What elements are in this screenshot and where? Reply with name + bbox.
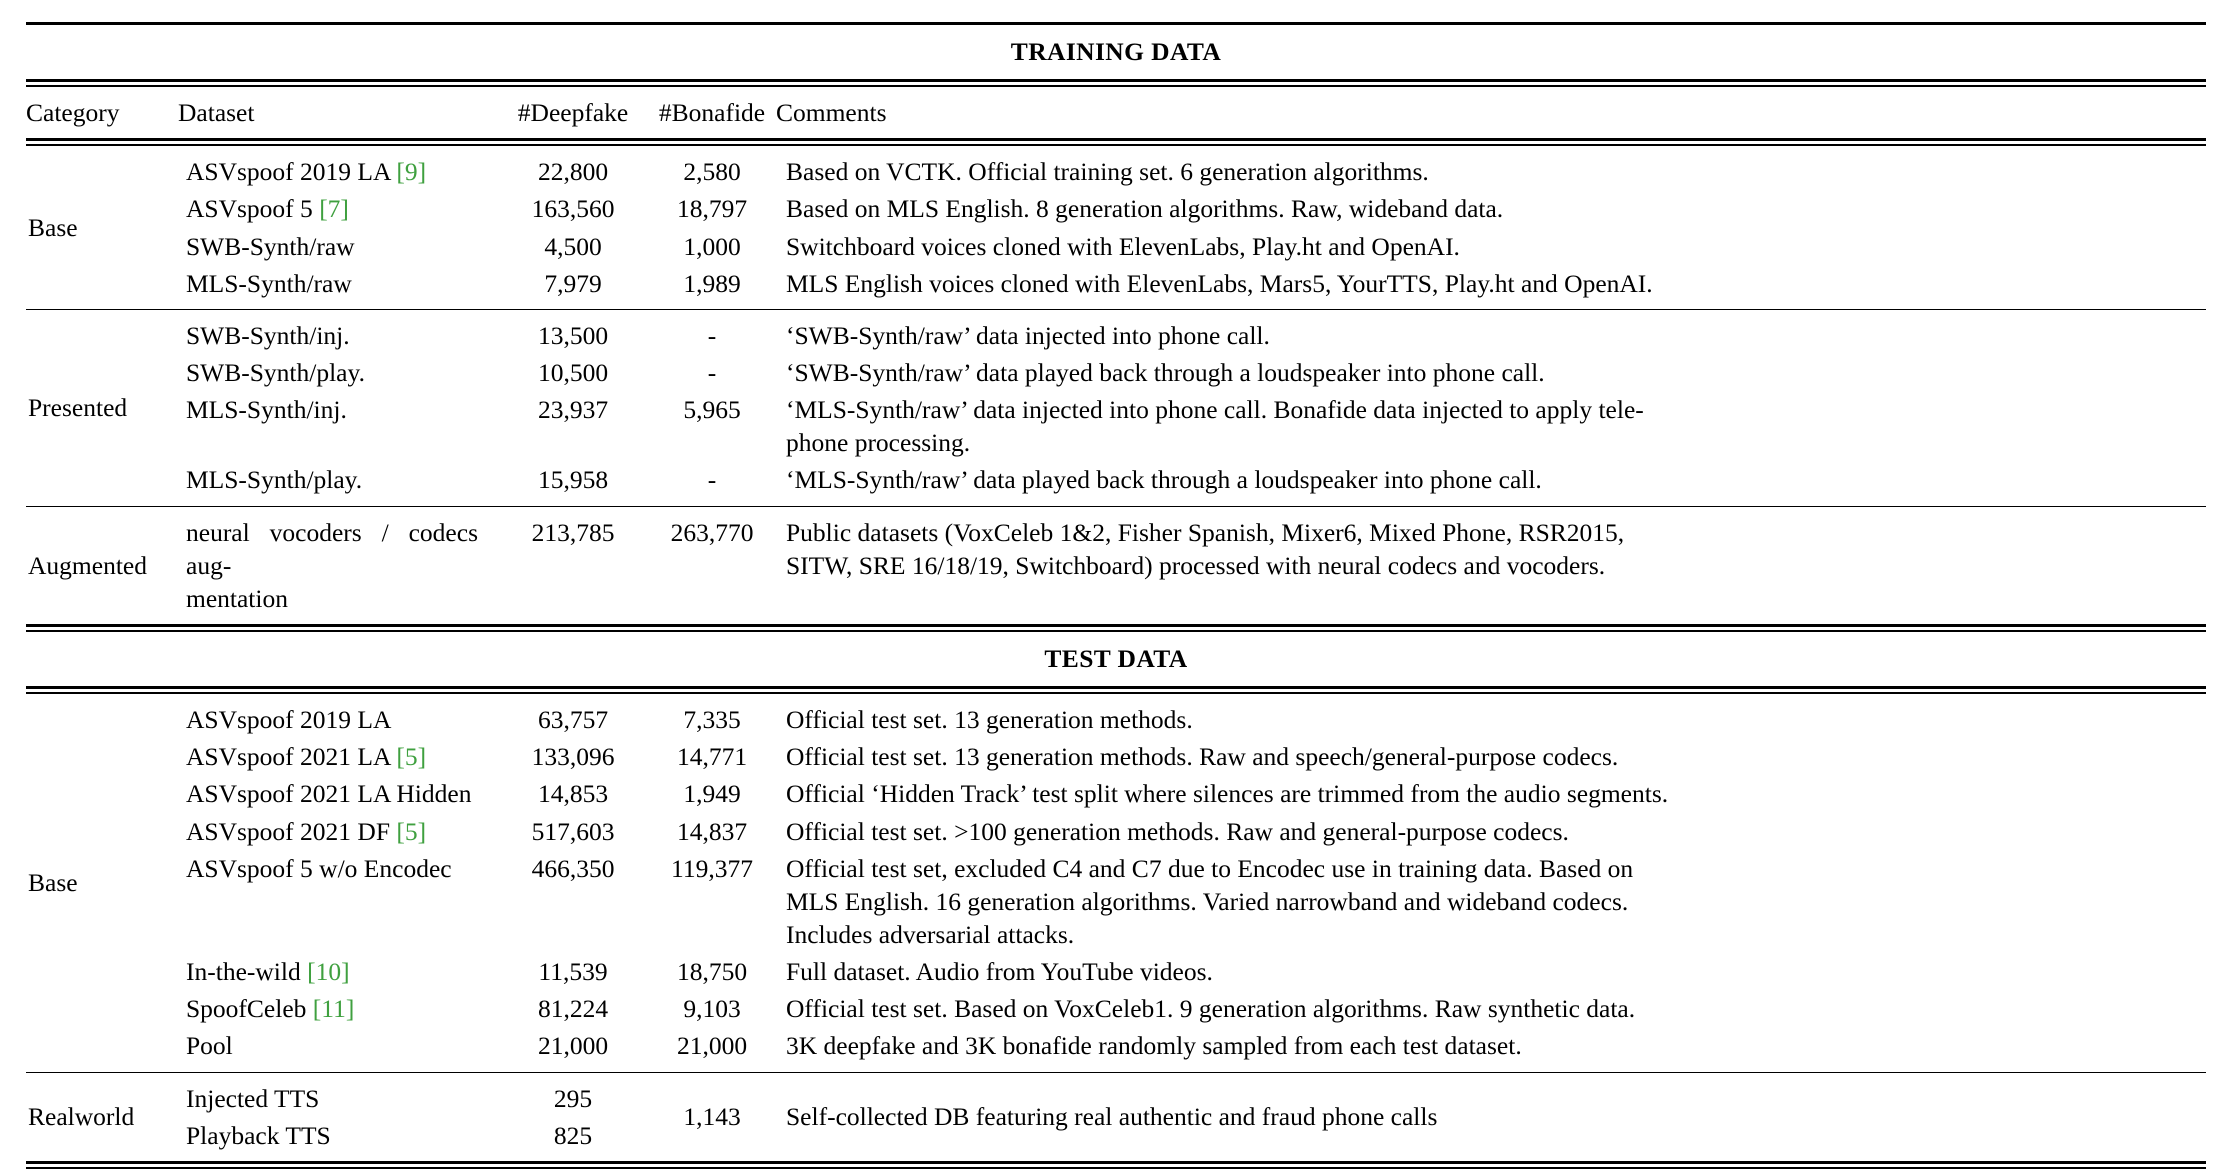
comments-cell [776, 850, 2206, 953]
deepfake-count: 4,500 [544, 231, 602, 261]
table-row [26, 850, 2206, 953]
table-row [26, 813, 2206, 850]
deepfake-count: 295 [553, 1083, 593, 1113]
deepfake-count: 517,603 [531, 816, 615, 846]
comments-cell: MLS English voices cloned with ElevenLabs, Mars5, YourTTS, Play.ht and OpenAI. [786, 268, 1653, 298]
comments-cell: Official test set. 13 generation methods. [786, 705, 1193, 735]
table-row [26, 265, 2206, 302]
section-banner-test: TEST DATA [1044, 643, 1188, 673]
table-row [26, 1027, 2206, 1064]
table-header-row [26, 86, 2206, 140]
citation-link[interactable]: [5] [396, 816, 427, 846]
column-header-bonafide: #Bonafide [658, 98, 766, 128]
bonafide-count: - [707, 320, 717, 350]
table-row [26, 990, 2206, 1027]
deepfake-count: 10,500 [537, 357, 609, 387]
dataset-line: mentation [186, 583, 288, 613]
bonafide-count: 2,580 [683, 157, 741, 187]
dataset-line: neural vocoders / codecs aug- [186, 517, 478, 580]
comments-cell: Official test set. >100 generation methods. Raw and general-purpose codecs. [786, 816, 1569, 846]
comments-line: MLS English. 16 generation algorithms. Varied narrowband and wideband codecs. [786, 886, 1629, 916]
column-header-deepfake: #Deepfake [517, 98, 629, 128]
dataset-cell [178, 953, 498, 990]
deepfake-count: 163,560 [531, 194, 615, 224]
deepfake-count: 13,500 [537, 320, 609, 350]
table-row [26, 738, 2206, 775]
table-row [26, 228, 2206, 265]
table-row [26, 190, 2206, 227]
comments-cell: Official ‘Hidden Track’ test split where silences are trimmed from the audio segments. [786, 779, 1669, 809]
deepfake-count: 15,958 [537, 465, 609, 495]
dataset-cell: MLS-Synth/raw [186, 268, 352, 298]
section-banner-row-training [26, 25, 2206, 81]
bonafide-count: - [707, 465, 717, 495]
category-cell-augmented: Augmented [28, 550, 147, 580]
deepfake-count: 213,785 [531, 517, 615, 547]
deepfake-count: 7,979 [544, 268, 602, 298]
comments-cell: Official test set. 13 generation methods. Raw and speech/general-purpose codecs. [786, 742, 1619, 772]
deepfake-count: 825 [553, 1120, 593, 1150]
table-row [26, 461, 2206, 498]
rule-bottom [26, 1162, 2206, 1168]
comments-line: ‘MLS-Synth/raw’ data injected into phone call. Bonafide data injected to apply tele- [786, 395, 1644, 425]
table-row [26, 1080, 2206, 1117]
dataset-cell [178, 153, 498, 190]
bonafide-count: 263,770 [670, 517, 754, 547]
dataset-cell: ASVspoof 2021 LA Hidden [186, 779, 472, 809]
deepfake-count: 63,757 [537, 705, 609, 735]
comments-cell: ‘SWB-Synth/raw’ data injected into phone call. [786, 320, 1270, 350]
bonafide-count: 5,965 [683, 395, 741, 425]
comments-cell: Based on VCTK. Official training set. 6 generation algorithms. [786, 157, 1429, 187]
dataset-cell: Playback TTS [186, 1120, 331, 1150]
dataset-label: ASVspoof 5 [186, 194, 313, 224]
citation-link[interactable]: [10] [307, 957, 350, 987]
section-banner-row-test [26, 631, 2206, 688]
comments-line: Includes adversarial attacks. [786, 919, 1075, 949]
citation-link[interactable]: [9] [396, 157, 427, 187]
comments-cell: Full dataset. Audio from YouTube videos. [786, 957, 1213, 987]
dataset-label: SpoofCeleb [186, 994, 307, 1024]
dataset-cell [178, 738, 498, 775]
bonafide-count-merged: 1,143 [683, 1102, 741, 1132]
comments-cell: Based on MLS English. 8 generation algorithms. Raw, wideband data. [786, 194, 1504, 224]
deepfake-count: 22,800 [537, 157, 609, 187]
deepfake-count: 14,853 [537, 779, 609, 809]
citation-link[interactable]: [11] [312, 994, 355, 1024]
comments-cell: Switchboard voices cloned with ElevenLabs, Play.ht and OpenAI. [786, 231, 1460, 261]
category-cell-presented: Presented [28, 393, 128, 423]
bonafide-count: 119,377 [671, 853, 753, 883]
comments-line: Public datasets (VoxCeleb 1&2, Fisher Spanish, Mixer6, Mixed Phone, RSR2015, [786, 517, 1625, 547]
bonafide-count: 1,949 [683, 779, 741, 809]
bonafide-count: 14,771 [676, 742, 748, 772]
deepfake-count: 81,224 [537, 994, 609, 1024]
dataset-cell: SWB-Synth/play. [186, 357, 365, 387]
comments-cell: Official test set. Based on VoxCeleb1. 9 generation algorithms. Raw synthetic data. [786, 994, 1636, 1024]
dataset-cell: ASVspoof 2019 LA [186, 705, 392, 735]
bonafide-count: 14,837 [676, 816, 748, 846]
column-header-comments: Comments [776, 98, 887, 128]
bonafide-count: 21,000 [676, 1031, 748, 1061]
table-row [26, 391, 2206, 461]
section-banner-training: TRAINING DATA [1010, 37, 1222, 66]
comments-line: phone processing. [786, 428, 971, 458]
dataset-label: In-the-wild [186, 957, 301, 987]
deepfake-count: 466,350 [531, 853, 615, 883]
category-cell-base-training: Base [28, 212, 78, 242]
comments-cell: 3K deepfake and 3K bonafide randomly sampled from each test dataset. [786, 1031, 1522, 1061]
table-row [26, 953, 2206, 990]
bonafide-count: 1,989 [683, 268, 741, 298]
column-header-dataset: Dataset [178, 98, 255, 128]
dataset-label: ASVspoof 2021 DF [186, 816, 391, 846]
table-row [26, 153, 2206, 190]
bonafide-count: 7,335 [683, 705, 741, 735]
bonafide-count: 18,750 [676, 957, 748, 987]
dataset-cell [178, 813, 498, 850]
column-header-category: Category [26, 98, 120, 128]
dataset-label: ASVspoof 2021 LA [186, 742, 391, 772]
comments-line: Official test set, excluded C4 and C7 due to Encodec use in training data. Based on [786, 853, 1634, 883]
bonafide-count: - [707, 357, 717, 387]
category-cell-realworld: Realworld [28, 1102, 135, 1132]
citation-link[interactable]: [7] [319, 194, 349, 224]
dataset-cell: Injected TTS [186, 1083, 320, 1113]
citation-link[interactable]: [5] [396, 742, 427, 772]
deepfake-count: 23,937 [537, 395, 609, 425]
bonafide-count: 18,797 [676, 194, 748, 224]
dataset-cell [178, 990, 498, 1027]
comments-cell: ‘SWB-Synth/raw’ data played back through a loudspeaker into phone call. [786, 357, 1545, 387]
dataset-cell [178, 190, 498, 227]
table-row [26, 701, 2206, 738]
dataset-label: ASVspoof 2019 LA [186, 157, 391, 187]
bonafide-count: 1,000 [683, 231, 741, 261]
table-row [26, 354, 2206, 391]
dataset-cell: MLS-Synth/inj. [186, 395, 347, 425]
dataset-cell: MLS-Synth/play. [186, 465, 363, 495]
category-cell-base-test: Base [28, 868, 78, 898]
deepfake-count: 133,096 [531, 742, 615, 772]
comments-cell [776, 391, 2206, 461]
bonafide-count: 9,103 [683, 994, 741, 1024]
comments-cell-merged: Self-collected DB featuring real authentic and fraud phone calls [786, 1102, 1438, 1132]
deepfake-count: 21,000 [537, 1031, 609, 1061]
comments-line: SITW, SRE 16/18/19, Switchboard) processed with neural codecs and vocoders. [786, 550, 1606, 580]
dataset-cell [178, 514, 498, 617]
dataset-cell: Pool [186, 1031, 233, 1061]
table-row [26, 775, 2206, 812]
dataset-cell: ASVspoof 5 w/o Encodec [186, 853, 452, 883]
dataset-cell: SWB-Synth/raw [186, 231, 355, 261]
table-row [26, 514, 2206, 617]
dataset-cell: SWB-Synth/inj. [186, 320, 350, 350]
comments-cell [776, 514, 2206, 617]
table-row [26, 317, 2206, 354]
comments-cell: ‘MLS-Synth/raw’ data played back through a loudspeaker into phone call. [786, 465, 1542, 495]
dataset-summary-table [26, 22, 2206, 1169]
deepfake-count: 11,539 [538, 957, 608, 987]
